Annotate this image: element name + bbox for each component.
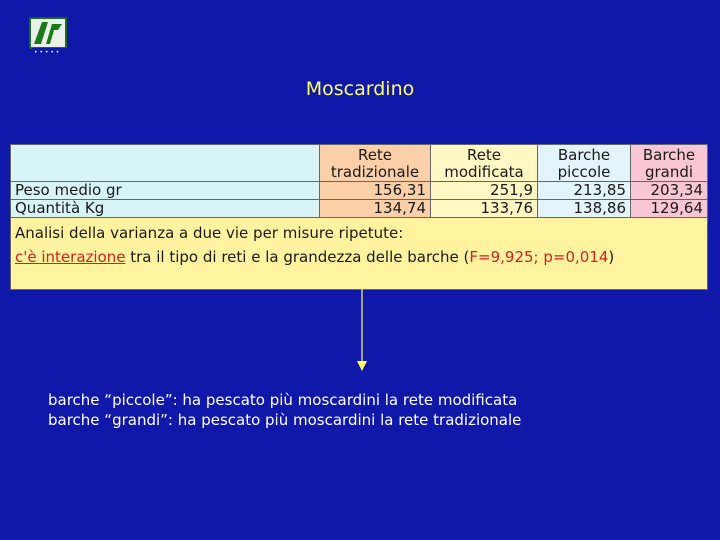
row-label: Quantità Kg xyxy=(11,200,320,218)
header-trad-line1: Rete xyxy=(357,146,393,164)
header-barche-grandi xyxy=(631,145,708,182)
cell-value: 203,34 xyxy=(631,182,708,200)
cell-value: 213,85 xyxy=(538,182,631,200)
analysis-row xyxy=(11,218,708,290)
conclusion-large-boats: barche “grandi”: ha pescato più moscardini la rete tradizionale xyxy=(48,411,522,429)
header-rete-modificata xyxy=(431,145,538,182)
header-barche-piccole xyxy=(538,145,631,182)
analysis-line2 xyxy=(15,245,703,269)
header-pic-line1: Barche xyxy=(557,146,611,164)
header-pic-line2: piccole xyxy=(557,163,611,181)
cell-value: 134,74 xyxy=(320,200,431,218)
header-mod-line1: Rete xyxy=(466,146,502,164)
table-row-quantita xyxy=(11,200,708,218)
conclusion-small-boats: barche “piccole”: ha pescato più moscardini la rete modificata xyxy=(48,391,518,409)
cell-value: 138,86 xyxy=(538,200,631,218)
header-gra-line1: Barche xyxy=(642,146,696,164)
row-label: Peso medio gr xyxy=(11,182,320,200)
table-row-peso xyxy=(11,182,708,200)
logo xyxy=(28,16,74,56)
header-gra-line2: grandi xyxy=(644,163,694,181)
analysis-cell xyxy=(11,218,708,290)
header-mod-line2: modificata xyxy=(444,163,524,181)
cell-value: 133,76 xyxy=(431,200,538,218)
header-trad-line2: tradizionale xyxy=(330,163,420,181)
slide-title-text: Moscardino xyxy=(305,78,415,100)
results-table xyxy=(10,144,708,290)
header-rete-tradizionale xyxy=(320,145,431,182)
anova-stats: F=9,925; p=0,014 xyxy=(469,248,609,266)
analysis-line1: Analisi della varianza a due vie per misure ripetute: xyxy=(15,224,404,242)
cell-value: 156,31 xyxy=(320,182,431,200)
cell-value: 251,9 xyxy=(431,182,538,200)
conclusions xyxy=(48,390,521,430)
analysis-middle: tra il tipo di reti e la grandezza delle barche ( xyxy=(125,248,470,266)
slide-title xyxy=(0,78,720,100)
analysis-close: ) xyxy=(608,248,615,266)
header-row xyxy=(11,145,708,182)
header-empty-cell xyxy=(11,145,320,182)
down-arrow-icon xyxy=(352,283,372,373)
cell-value: 129,64 xyxy=(631,200,708,218)
interaction-term: c'è interazione xyxy=(15,248,126,266)
svg-text:• • • • •: • • • • • xyxy=(34,49,60,56)
results-table-container xyxy=(10,144,708,284)
